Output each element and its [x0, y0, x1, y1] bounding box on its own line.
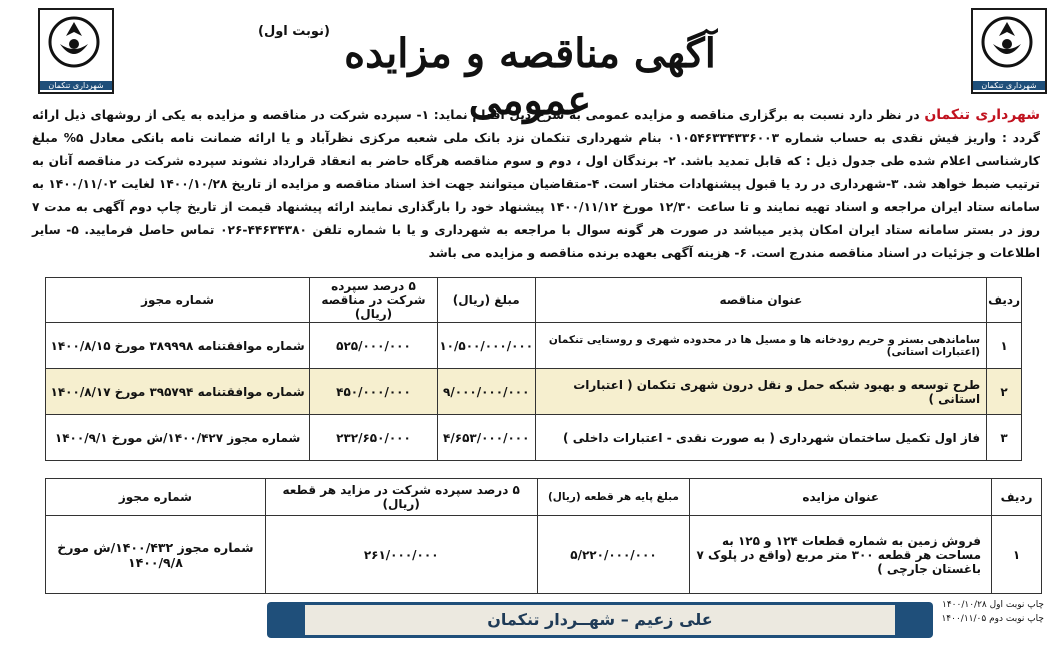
tender-amount: ۱۰/۵۰۰/۰۰۰/۰۰۰ [437, 323, 535, 369]
tender-deposit: ۵۲۵/۰۰۰/۰۰۰ [310, 323, 438, 369]
print-first-date: چاپ نوبت اول ۱۴۰۰/۱۰/۲۸ [942, 600, 1044, 610]
print-second-date: چاپ نوبت دوم ۱۴۰۰/۱۱/۰۵ [941, 614, 1044, 624]
table-row [46, 369, 1022, 415]
tender-deposit: ۴۵۰/۰۰۰/۰۰۰ [310, 369, 438, 415]
signature-banner [267, 602, 933, 638]
auction-base-price: ۵/۲۲۰/۰۰۰/۰۰۰ [537, 516, 690, 594]
header-title: عنوان مزایده [690, 479, 992, 516]
tender-amount: ۹/۰۰۰/۰۰۰/۰۰۰ [437, 369, 535, 415]
header-amount: مبلغ (ریال) [437, 278, 535, 323]
row-number: ۱ [992, 516, 1042, 594]
logo-caption: شهرداری تنکمان [40, 81, 112, 90]
emblem-icon [46, 14, 102, 70]
tender-permit: شماره موافقتنامه ۳۸۹۹۹۸ مورخ ۱۴۰۰/۸/۱۵ [46, 323, 310, 369]
municipality-logo-left [38, 8, 114, 94]
row-number: ۱ [987, 323, 1022, 369]
header-title: عنوان مناقصه [535, 278, 986, 323]
tender-permit: شماره موافقتنامه ۳۹۵۷۹۴ مورخ ۱۴۰۰/۸/۱۷ [46, 369, 310, 415]
mayor-signature: علی زعیم – شهــردار تنکمان [305, 605, 895, 635]
tender-title: طرح توسعه و بهبود شبکه حمل و نقل درون شهری تنکمان ( اعتبارات استانی ) [535, 369, 986, 415]
header-permit: شماره مجوز [46, 479, 266, 516]
header-deposit: ۵ درصد سپرده شرکت در مزاید هر قطعه (ریال) [265, 479, 537, 516]
table-row [46, 516, 1042, 594]
header-base-price: مبلغ پایه هر قطعه (ریال) [537, 479, 690, 516]
tender-deposit: ۲۳۲/۶۵۰/۰۰۰ [310, 415, 438, 461]
table-row [46, 323, 1022, 369]
notice-title: آگهی مناقصه و مزایده عمومی [344, 30, 716, 124]
auction-table [45, 478, 1042, 594]
tender-table [45, 277, 1022, 461]
header-row-no: ردیف [987, 278, 1022, 323]
organization-name: شهرداری تنکمان [924, 107, 1041, 123]
tender-table-header [46, 278, 1022, 323]
header-row-no: ردیف [992, 479, 1042, 516]
row-number: ۳ [987, 415, 1022, 461]
auction-title: فروش زمین به شماره قطعات ۱۲۴ و ۱۲۵ به مساحت هر قطعه ۳۰۰ متر مربع (واقع در پلوک ۷ باغستان جارچی ) [690, 516, 992, 594]
intro-text: در نظر دارد نسبت به برگزاری مناقصه و مزایده عمومی به شرح ذیل اقدام نماید: ۱- سپرده شرکت در مناقصه و مزایده به یکی از روشهای ذیل ارائه گردد : واریز فیش نقدی به حساب شماره ۰۱۰۵۴۶۳۳۴۳۳۶۰۰۳ بنام شهرداری تنکمان نزد بانک ملی شعبه مرکزی نظرآباد و یا ارائه ضمانت نامه بانکی معادل ۵% مبلغ کارشناسی اعلام شده طی جدول ذیل : که قابل تمدید باشد. ۲- برندگان اول ، دوم و سوم مناقصه هرگاه حاضر به انعقاد قرارداد نشوند سپرده شرکت در مناقصه آنان به ترتیب ضبط خواهد شد. ۳-شهرداری در رد یا قبول پیشنهادات مختار است. ۴-متقاضیان میتوانند جهت اخذ اسناد مناقصه و مزایده از تاریخ ۱۴۰۰/۱۰/۲۸ لغایت ۱۴۰۰/۱۱/۰۲ به سامانه ستاد ایران مراجعه و اسناد تهیه نمایند و تا ساعت ۱۲/۳۰ مورخ ۱۴۰۰/۱۱/۱۲ پیشنهاد خود را بارگذاری نمایند ارائه پیشنهاد قیمت از تاریخ چاپ دوم آگهی به مدت ۷ روز در بستر سامانه ستاد ایران امکان پذیر میباشد در صورت هر گونه سوال با مراجعه به شهرداری و یا با شماره تلفن ۴۴۶۳۴۳۸۰-۰۲۶ تماس حاصل فرمایید. ۵- سایر اطلاعات و جزئیات در اسناد مناقصه مندرج است. ۶- هزینه آگهی بعهده برنده مناقصه و مزایده می باشد [32, 108, 1040, 260]
emblem-icon [979, 14, 1035, 70]
auction-deposit: ۲۶۱/۰۰۰/۰۰۰ [265, 516, 537, 594]
table-row [46, 415, 1022, 461]
round-label: (نوبت اول) [258, 24, 330, 39]
header-deposit: ۵ درصد سپرده شرکت در مناقصه (ریال) [310, 278, 438, 323]
print-dates [934, 598, 1044, 626]
municipality-logo-right [971, 8, 1047, 94]
tender-permit: شماره مجوز ۱۴۰۰/۴۲۷/ش مورخ ۱۴۰۰/۹/۱ [46, 415, 310, 461]
auction-permit: شماره مجوز ۱۴۰۰/۴۳۲/ش مورخ ۱۴۰۰/۹/۸ [46, 516, 266, 594]
tender-title: ساماندهی بستر و حریم رودخانه ها و مسیل ها در محدوده شهری و روستایی تنکمان (اعتبارات استانی) [535, 323, 986, 369]
auction-table-header [46, 479, 1042, 516]
row-number: ۲ [987, 369, 1022, 415]
intro-paragraph [32, 104, 1040, 265]
logo-caption: شهرداری تنکمان [973, 81, 1045, 90]
tender-title: فاز اول تکمیل ساختمان شهرداری ( به صورت نقدی - اعتبارات داخلی ) [535, 415, 986, 461]
tender-amount: ۴/۶۵۳/۰۰۰/۰۰۰ [437, 415, 535, 461]
header-permit: شماره مجوز [46, 278, 310, 323]
